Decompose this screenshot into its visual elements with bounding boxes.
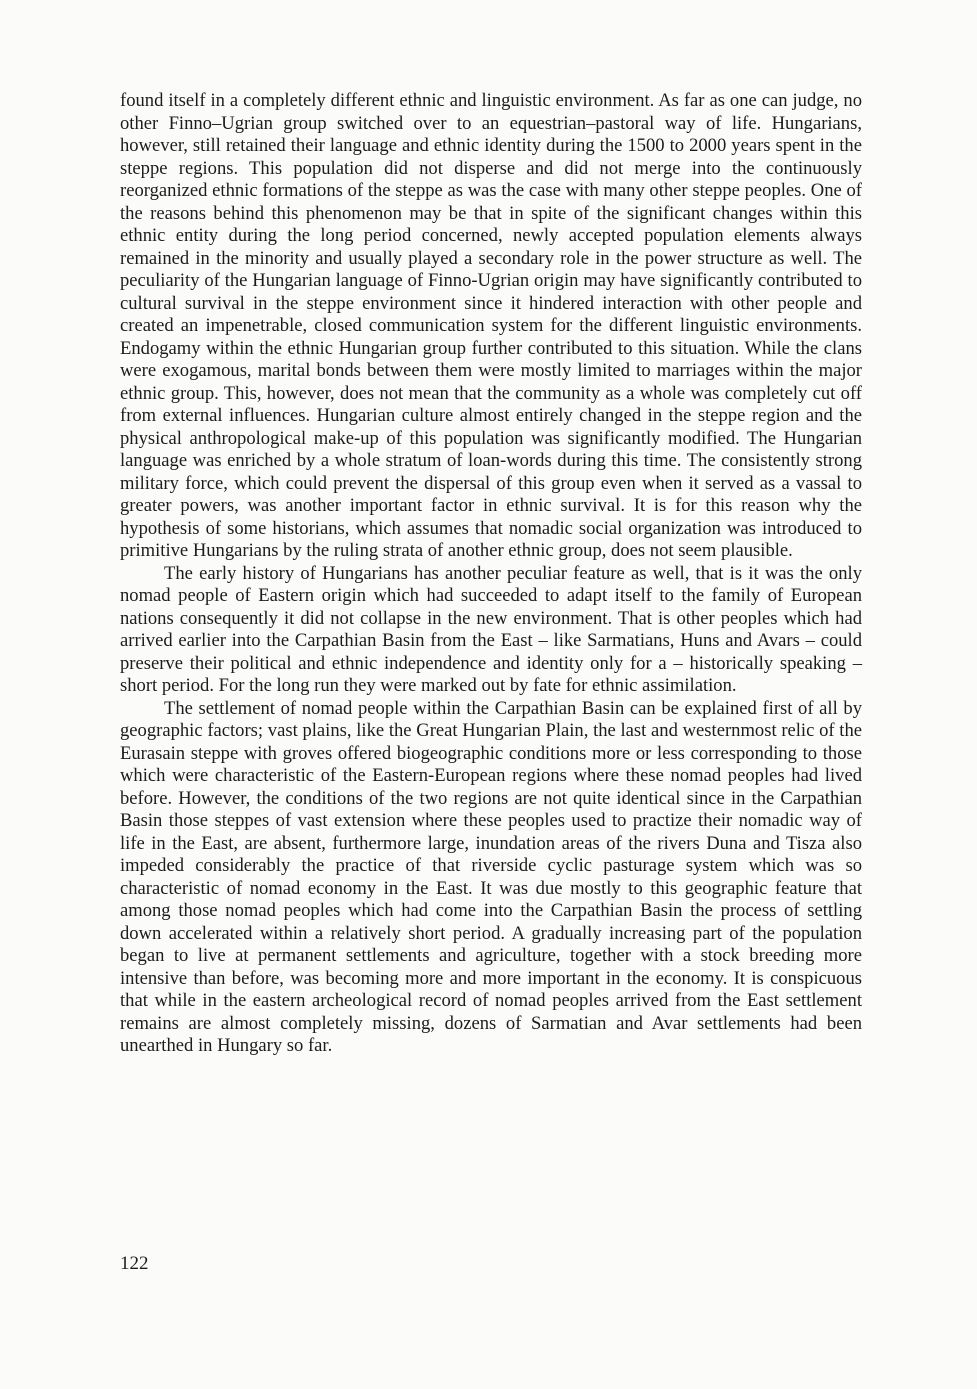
- page-number: 122: [120, 1253, 149, 1274]
- paragraph-2: The early history of Hungarians has another peculiar feature as well, that is it was the only nomad people of Eastern origin which had succeeded to adapt itself to the family of European nations consequently it did not collapse in the new environment. That is other peoples which had arrived earlier into the Carpathian Basin from the East – like Sarmatians, Huns and Avars – could preserve their political and ethnic independence and identity only for a – historically speaking – short period. For the long run they were marked out by fate for ethnic assimilation.: [120, 562, 862, 696]
- paragraph-1: found itself in a completely different ethnic and linguistic environment. As far as one can judge, no other Finno–Ugrian group switched over to an equestrian–pastoral way of life. Hungarians, however, still retained their language and ethnic identity during the 1500 to 2000 years spent in the steppe regions. This population did not disperse and did not merge into the continuously reorganized ethnic formations of the steppe as was the case with many other steppe peoples. One of the reasons behind this phenomenon may be that in spite of the significant changes within this ethnic entity during the long period concerned, newly accepted population elements always remained in the minority and usually played a secondary role in the power structure as well. The peculiarity of the Hungarian language of Finno-Ugrian origin may have significantly contributed to cultural survival in the steppe environment since it hindered interaction with other people and created an impenetrable, closed communication system for the different linguistic environments. Endogamy within the ethnic Hungarian group further contributed to this situation. While the clans were exogamous, marital bonds between them were mostly limited to marriages within the major ethnic group. This, however, does not mean that the community as a whole was completely cut off from external influences. Hungarian culture almost entirely changed in the steppe region and the physical anthropological make-up of this population was significantly modified. The Hungarian language was enriched by a whole stratum of loan-words during this time. The consistently strong military force, which could prevent the dispersal of this group even when it served as a vassal to greater powers, was another important factor in ethnic survival. It is for this reason why the hypothesis of some historians, which assumes that nomadic social organization was introduced to primitive Hungarians by the ruling strata of another ethnic group, does not seem plausible.: [120, 90, 862, 561]
- body-text: [120, 90, 862, 1058]
- paragraph-3: The settlement of nomad people within the Carpathian Basin can be explained first of all by geographic factors; vast plains, like the Great Hungarian Plain, the last and westernmost relic of the Eurasain steppe with groves offered biogeographic conditions more or less corresponding to those which were characteristic of the Eastern-European regions where these nomad peoples had lived before. However, the conditions of the two regions are not quite identical since in the Carpathian Basin those steppes of vast extension where these peoples used to practize their nomadic way of life in the East, are absent, furthermore large, inundation areas of the rivers Duna and Tisza also impeded considerably the practice of that riverside cyclic pasturage system which was so characteristic of nomad economy in the East. It was due mostly to this geographic feature that among those nomad peoples which had come into the Carpathian Basin the process of settling down accelerated within a relatively short period. A gradually increasing part of the population began to live at permanent settlements and agriculture, together with a stock breeding more intensive than before, was becoming more and more important in the economy. It is conspicuous that while in the eastern archeological record of nomad peoples arrived from the East settlement remains are almost completely missing, dozens of Sarmatian and Avar settlements had been unearthed in Hungary so far.: [120, 697, 862, 1056]
